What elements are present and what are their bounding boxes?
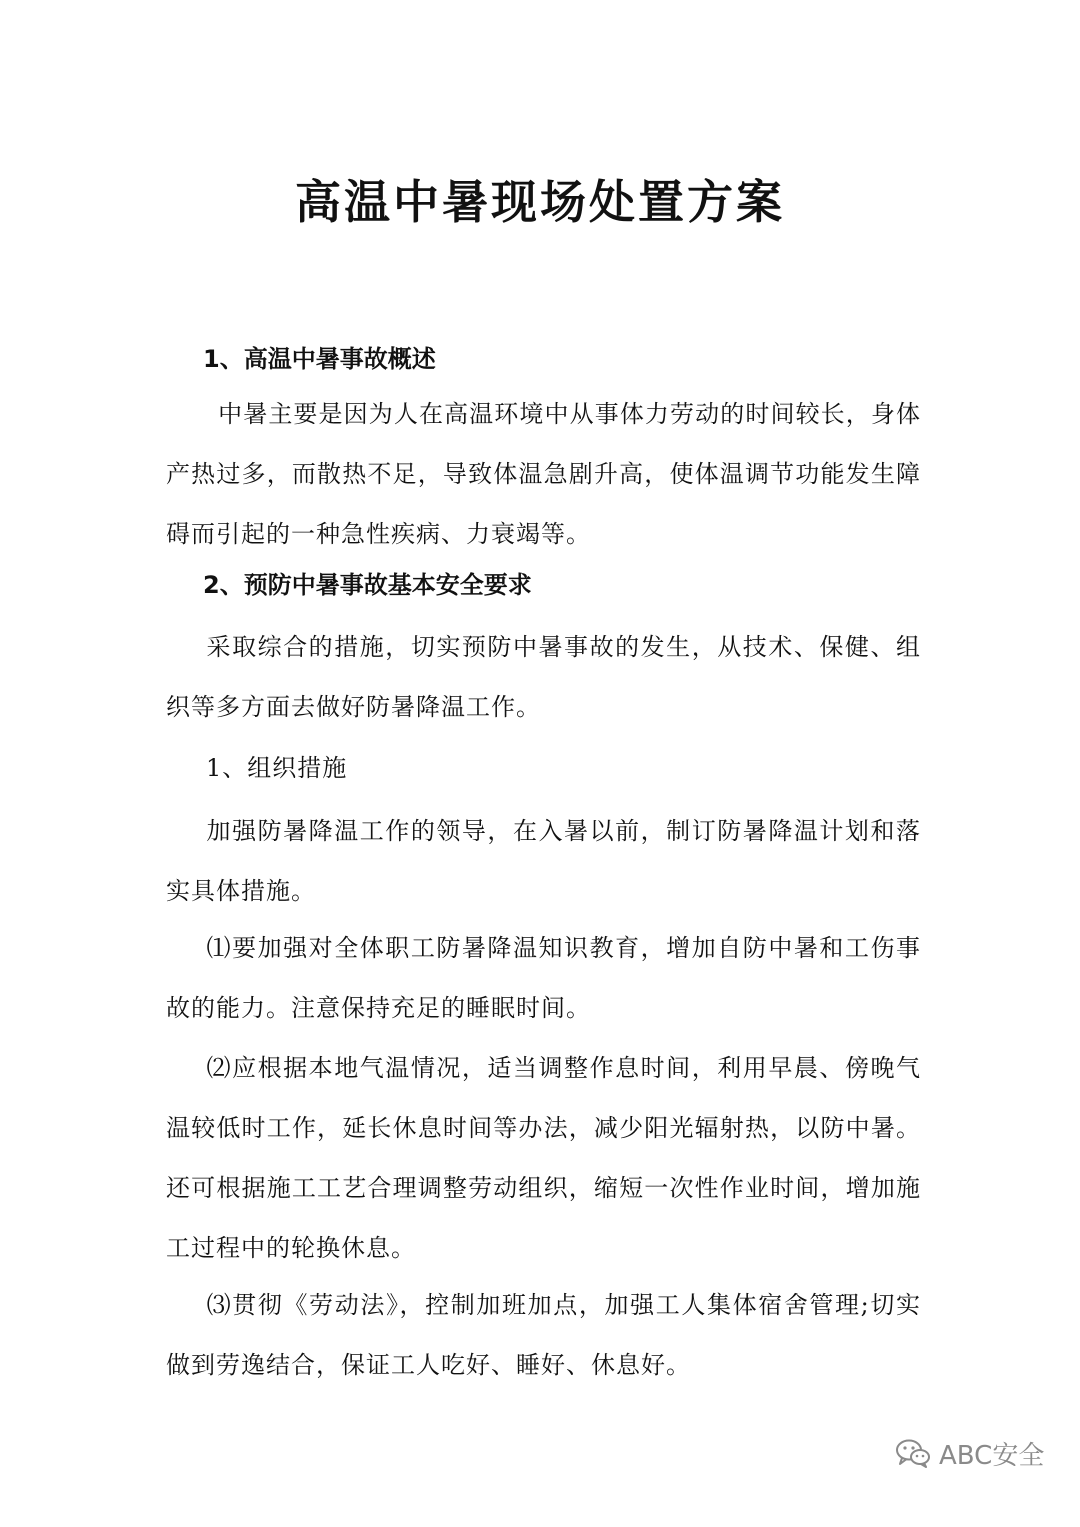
subheading-organization-text: 1、组织措施 bbox=[206, 754, 348, 782]
paragraph-item-2-text: ⑵应根据本地气温情况，适当调整作息时间，利用早晨、傍晚气温较低时工作，延长休息时间等办法，减少阳光辐射热，以防中暑。还可根据施工工艺合理调整劳动组织，缩短一次性作业时间，增加施工过程中的轮换休息。 bbox=[166, 1054, 921, 1262]
paragraph-prevention bbox=[166, 617, 921, 737]
paragraph-item-3-text: ⑶贯彻《劳动法》，控制加班加点，加强工人集体宿舍管理;切实做到劳逸结合，保证工人吃好、睡好、休息好。 bbox=[166, 1291, 921, 1379]
watermark bbox=[895, 1433, 1044, 1473]
subheading-organization bbox=[166, 738, 921, 798]
paragraph-leadership bbox=[166, 801, 921, 921]
section-heading-overview: 1、高温中暑事故概述 bbox=[203, 345, 436, 373]
section-heading-prevention: 2、预防中暑事故基本安全要求 bbox=[203, 571, 532, 599]
paragraph-leadership-text: 加强防暑降温工作的领导，在入暑以前，制订防暑降温计划和落实具体措施。 bbox=[166, 817, 921, 905]
paragraph-item-1-text: ⑴要加强对全体职工防暑降温知识教育，增加自防中暑和工伤事故的能力。注意保持充足的睡眠时间。 bbox=[166, 934, 921, 1022]
paragraph-prevention-text: 采取综合的措施，切实预防中暑事故的发生，从技术、保健、组织等多方面去做好防暑降温工作。 bbox=[166, 633, 921, 721]
paragraph-item-1 bbox=[166, 918, 921, 1038]
paragraph-overview-text: 中暑主要是因为人在高温环境中从事体力劳动的时间较长，身体产热过多，而散热不足，导致体温急剧升高，使体温调节功能发生障碍而引起的一种急性疾病、力衰竭等。 bbox=[166, 400, 921, 548]
paragraph-item-2 bbox=[166, 1038, 921, 1278]
wechat-icon bbox=[895, 1438, 931, 1468]
paragraph-overview bbox=[166, 384, 921, 564]
document-title: 高温中暑现场处置方案 bbox=[295, 175, 785, 229]
paragraph-item-3 bbox=[166, 1275, 921, 1395]
watermark-text: ABC安全 bbox=[939, 1440, 1045, 1471]
